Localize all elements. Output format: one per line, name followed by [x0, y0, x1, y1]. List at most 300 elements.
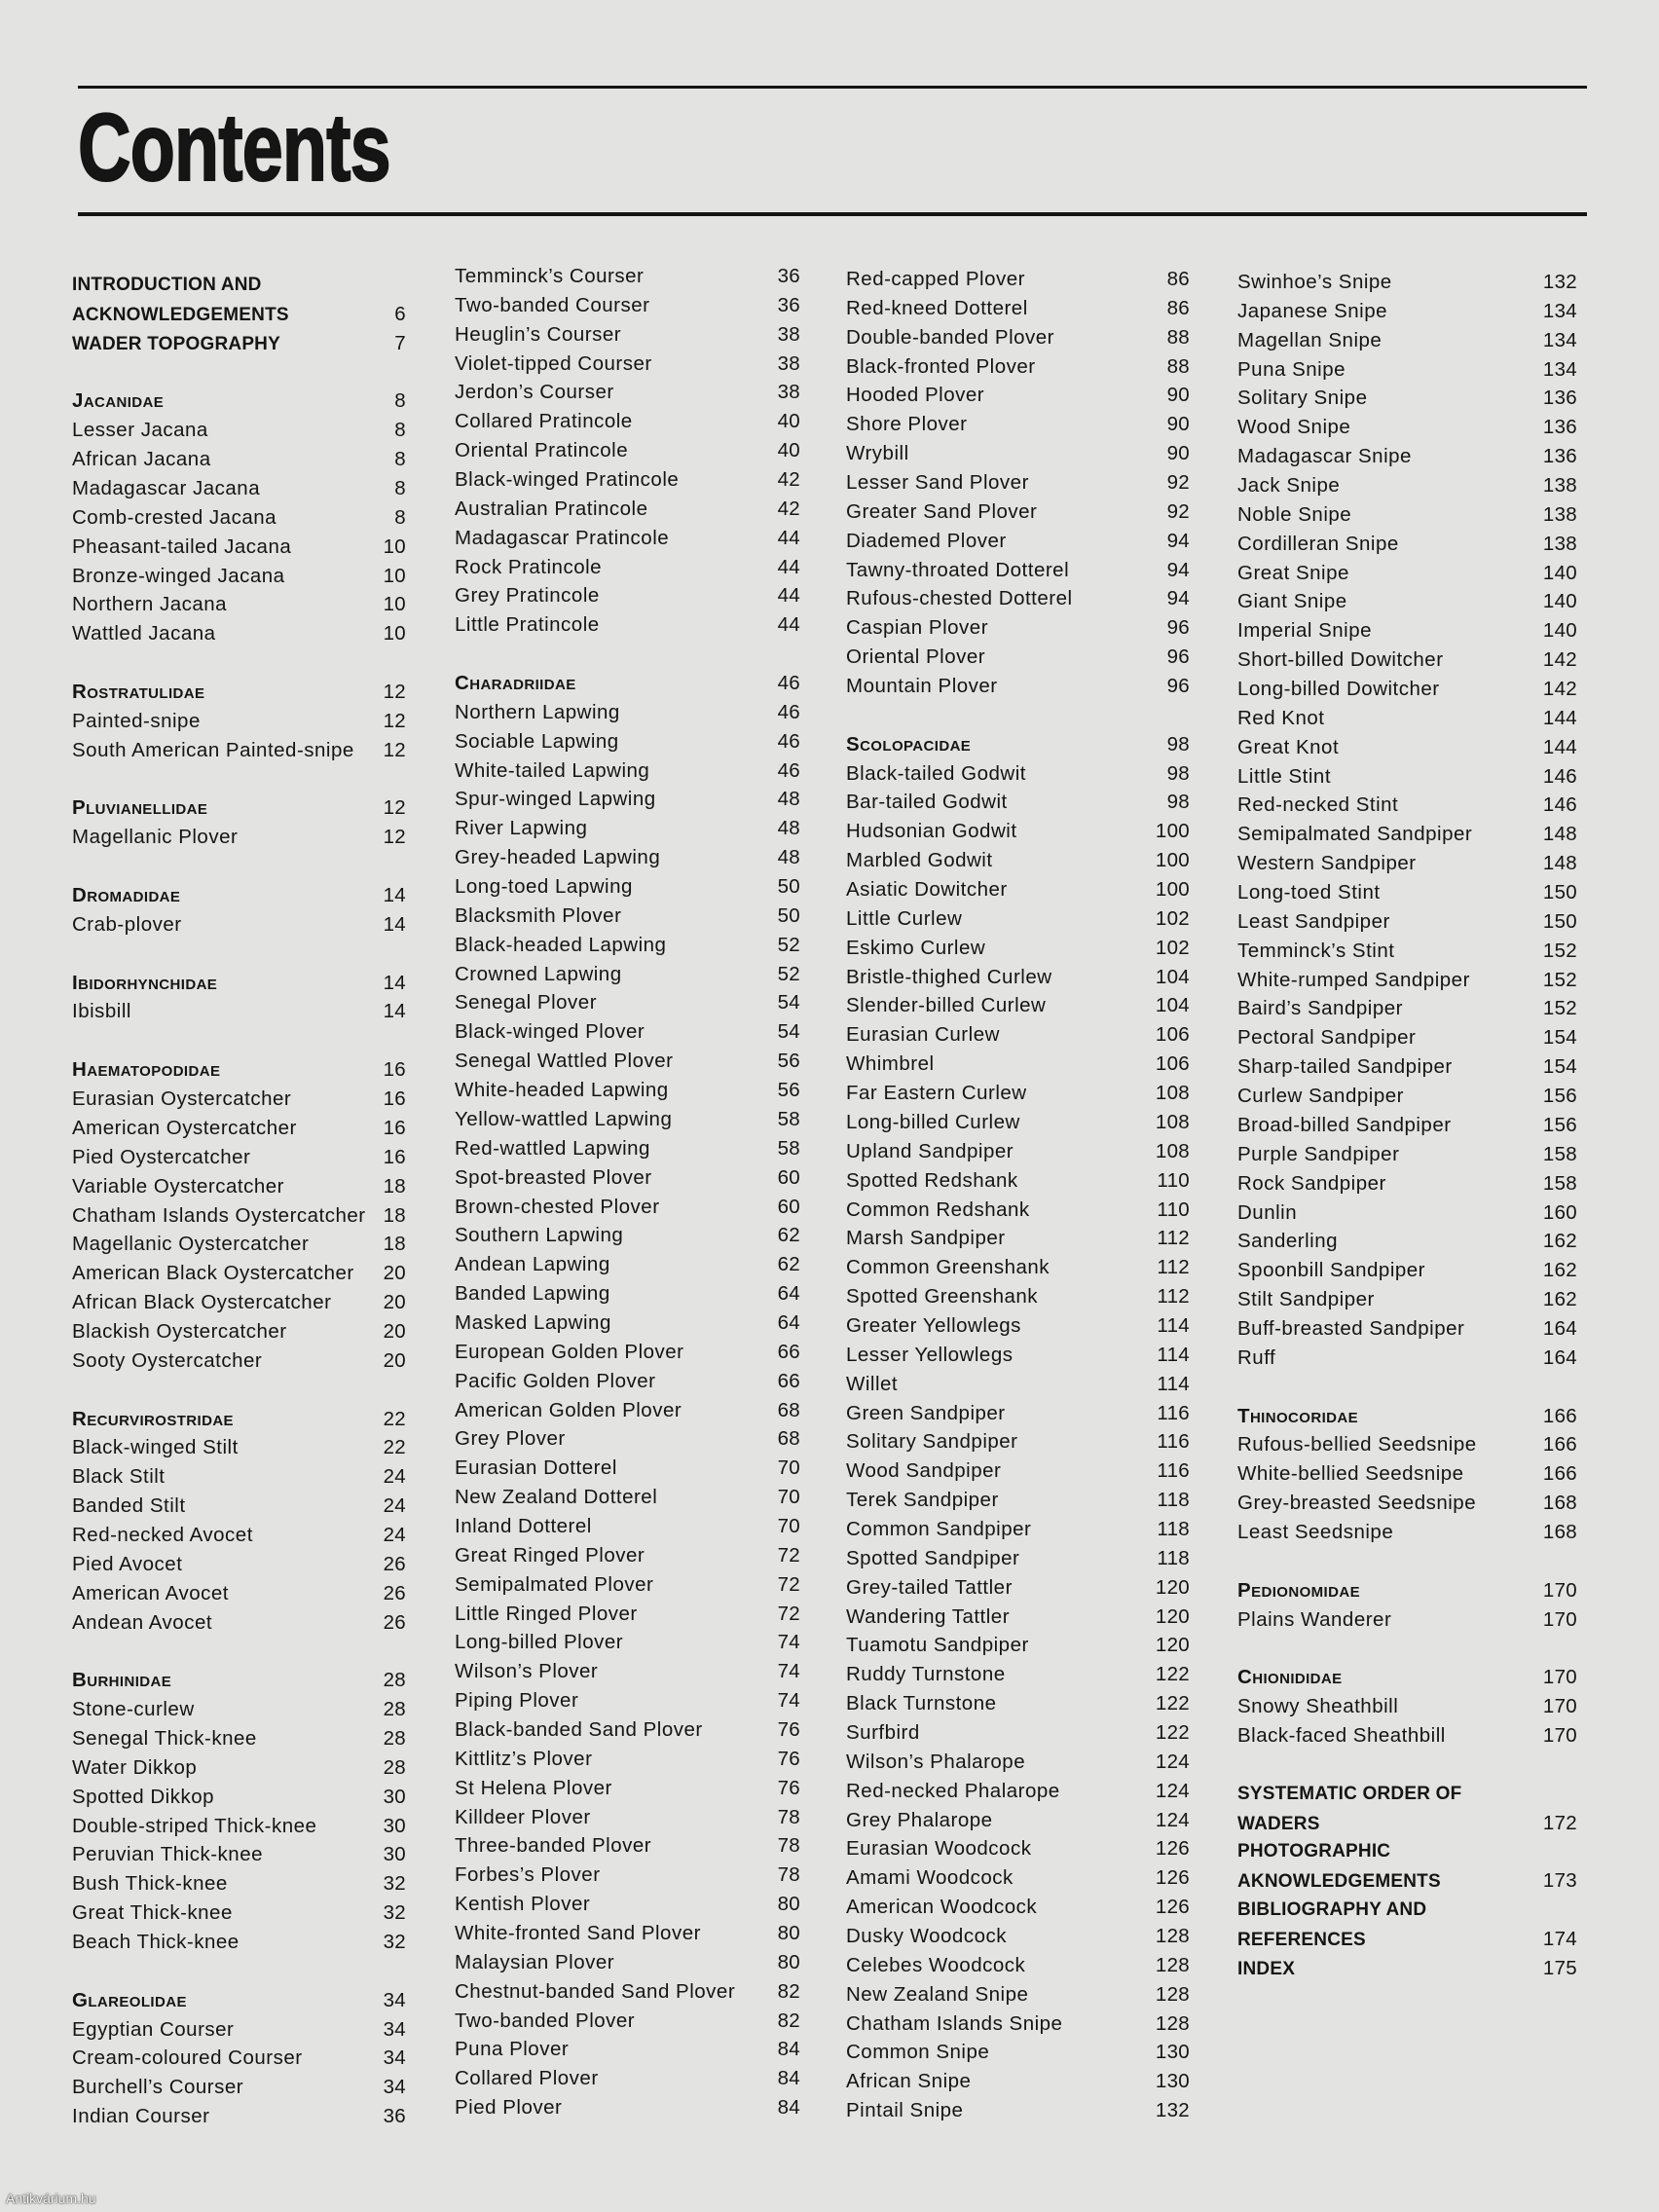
species-entry: [1237, 1721, 1577, 1751]
page-number: 60: [777, 1195, 800, 1218]
species-entry: [1237, 966, 1577, 995]
species-entry: [72, 2073, 406, 2102]
page-number: 74: [777, 1660, 800, 1683]
toc-group: [72, 969, 406, 1027]
entry-title: White-tailed Lapwing: [455, 758, 650, 782]
entry-title: Common Sandpiper: [846, 1517, 1032, 1540]
entry-title: Little Curlew: [846, 906, 963, 930]
species-entry: [846, 1456, 1190, 1486]
entry-title: Red-kneed Dotterel: [846, 296, 1028, 319]
family-heading: [72, 793, 406, 823]
entry-title: Rock Sandpiper: [1237, 1171, 1386, 1195]
species-entry: [455, 931, 800, 960]
page-number: 94: [1166, 558, 1190, 581]
page-number: 150: [1542, 881, 1577, 904]
species-entry: [455, 262, 800, 291]
species-entry: [846, 352, 1190, 382]
entry-title: Eurasian Oystercatcher: [72, 1088, 292, 1111]
section-heading: [72, 300, 406, 329]
species-entry: [1237, 587, 1577, 616]
entry-title: Oriental Pratincole: [455, 439, 629, 462]
species-entry: [455, 291, 800, 320]
species-entry: [455, 1831, 800, 1861]
entry-title: Black-fronted Plover: [846, 354, 1036, 378]
species-entry: [1237, 1169, 1577, 1198]
species-entry: [72, 1724, 406, 1753]
page-number: 120: [1155, 1634, 1190, 1657]
section-heading: [72, 271, 406, 300]
species-entry: [455, 350, 800, 379]
entry-title: Greater Sand Plover: [846, 499, 1038, 523]
entry-title: Banded Lapwing: [455, 1282, 610, 1306]
species-entry: [846, 1427, 1190, 1456]
entry-title: Little Stint: [1237, 764, 1332, 788]
species-entry: [846, 934, 1190, 963]
toc-group: [72, 1405, 406, 1638]
entry-title: Collared Plover: [455, 2067, 599, 2090]
entry-title: Bristle-thighed Curlew: [846, 965, 1052, 988]
entry-title: Madagascar Snipe: [1237, 445, 1412, 468]
species-entry: [72, 910, 406, 940]
page-number: 112: [1157, 1227, 1190, 1250]
page-number: 24: [383, 1523, 406, 1546]
entry-title: White-headed Lapwing: [455, 1079, 669, 1102]
entry-title: Puna Snipe: [1237, 357, 1346, 381]
species-entry: [846, 584, 1190, 613]
entry-title: Black-winged Plover: [455, 1020, 645, 1044]
species-entry: [455, 756, 800, 786]
species-entry: [455, 1512, 800, 1541]
species-entry: [455, 1890, 800, 1919]
page-number: 108: [1155, 1139, 1190, 1162]
page-number: 78: [777, 1834, 800, 1858]
entry-title: Water Dikkop: [72, 1755, 198, 1779]
species-entry: [846, 527, 1190, 556]
page-number: 102: [1155, 906, 1190, 930]
page-number: 84: [777, 2038, 800, 2061]
page-number: 60: [777, 1165, 800, 1189]
entry-title: Long-billed Plover: [455, 1631, 624, 1654]
family-heading: [72, 881, 406, 910]
entry-title: White-bellied Seedsnipe: [1237, 1462, 1464, 1486]
page-number: 170: [1542, 1695, 1577, 1718]
entry-title: African Black Oystercatcher: [72, 1291, 332, 1314]
entry-title: Hooded Plover: [846, 384, 985, 407]
species-entry: [846, 817, 1190, 846]
entry-title: Grey-breasted Seedsnipe: [1237, 1492, 1477, 1515]
page-number: 148: [1542, 823, 1577, 846]
species-entry: [455, 1861, 800, 1890]
page-number: 166: [1542, 1433, 1577, 1456]
page-number: 158: [1542, 1171, 1577, 1195]
entry-title: Crab-plover: [72, 912, 182, 936]
entry-title: Eskimo Curlew: [846, 936, 986, 959]
entry-title: New Zealand Dotterel: [455, 1486, 658, 1509]
species-entry: [846, 759, 1190, 789]
entry-title: PHOTOGRAPHIC: [1237, 1841, 1391, 1862]
species-entry: [846, 1660, 1190, 1689]
entry-title: Caspian Plover: [846, 616, 989, 640]
page-number: 50: [777, 903, 800, 927]
page-number: 152: [1542, 968, 1577, 991]
page-number: 142: [1542, 648, 1577, 672]
page-number: 72: [777, 1602, 800, 1625]
entry-title: Pied Avocet: [72, 1552, 183, 1575]
page-number: 92: [1166, 499, 1190, 523]
page-number: 10: [383, 622, 406, 645]
species-entry: [1237, 1459, 1577, 1489]
page-number: 34: [383, 2076, 406, 2099]
entry-title: THINOCORIDAE: [1237, 1404, 1359, 1427]
toc-group: [72, 678, 406, 765]
entry-title: Buff-breasted Sandpiper: [1237, 1316, 1465, 1340]
page-number: 38: [777, 322, 800, 346]
page-number: 84: [777, 2067, 800, 2090]
entry-title: Tuamotu Sandpiper: [846, 1634, 1029, 1657]
page-number: 144: [1542, 735, 1577, 758]
toc-group: [846, 730, 1190, 2125]
page-number: 136: [1542, 387, 1577, 410]
entry-title: Sanderling: [1237, 1230, 1339, 1253]
species-entry: [455, 1600, 800, 1629]
species-entry: [846, 991, 1190, 1020]
species-entry: [1237, 471, 1577, 500]
page-number: 36: [777, 265, 800, 287]
page-number: 175: [1542, 1956, 1577, 1979]
entry-title: Asiatic Dowitcher: [846, 878, 1008, 902]
entry-title: Senegal Wattled Plover: [455, 1050, 674, 1073]
species-entry: [846, 1050, 1190, 1079]
entry-title: Black-tailed Godwit: [846, 761, 1026, 785]
entry-title: Red-necked Avocet: [72, 1523, 253, 1546]
species-entry: [846, 1748, 1190, 1777]
entry-title: Wattled Jacana: [72, 622, 216, 645]
entry-title: Terek Sandpiper: [846, 1489, 999, 1512]
entry-title: Short-billed Dowitcher: [1237, 648, 1444, 672]
species-entry: [1237, 1605, 1577, 1635]
entry-title: Rufous-bellied Seedsnipe: [1237, 1433, 1477, 1456]
page-number: 70: [777, 1456, 800, 1480]
page-number: 40: [777, 410, 800, 433]
species-entry: [1237, 1111, 1577, 1140]
toc-group: [1237, 1402, 1577, 1547]
species-entry: [846, 410, 1190, 439]
entry-title: Northern Lapwing: [455, 700, 620, 723]
entry-title: BURHINIDAE: [72, 1669, 172, 1692]
species-entry: [1237, 1285, 1577, 1314]
species-entry: [455, 1774, 800, 1803]
toc-group: [72, 1986, 406, 2131]
species-entry: [455, 553, 800, 582]
family-heading: [1237, 1576, 1577, 1605]
species-entry: [846, 1863, 1190, 1893]
page-number: 82: [777, 2009, 800, 2032]
species-entry: [846, 1603, 1190, 1632]
toc-group: [1237, 1780, 1577, 1983]
page-number: 128: [1155, 1953, 1190, 1976]
page-number: 20: [383, 1262, 406, 1285]
species-entry: [846, 1137, 1190, 1166]
entry-title: Diademed Plover: [846, 529, 1007, 552]
toc-group: [1237, 1576, 1577, 1635]
family-heading: [72, 678, 406, 707]
page-number: 26: [383, 1610, 406, 1634]
species-entry: [846, 323, 1190, 352]
page-title: Contents: [78, 93, 390, 201]
page-number: 20: [383, 1291, 406, 1314]
species-entry: [72, 1230, 406, 1259]
page-number: 106: [1155, 1023, 1190, 1047]
entry-title: White-rumped Sandpiper: [1237, 968, 1470, 991]
species-entry: [455, 988, 800, 1017]
entry-title: Yellow-wattled Lapwing: [455, 1107, 673, 1130]
species-entry: [846, 963, 1190, 992]
page-number: 104: [1155, 965, 1190, 988]
species-entry: [455, 1076, 800, 1105]
entry-title: African Jacana: [72, 448, 211, 471]
page-number: 124: [1155, 1779, 1190, 1802]
page-number: 126: [1155, 1896, 1190, 1919]
entry-title: Red-necked Phalarope: [846, 1779, 1060, 1802]
page-number: 10: [383, 593, 406, 616]
species-entry: [846, 1834, 1190, 1863]
page-number: 78: [777, 1805, 800, 1828]
page-number: 26: [383, 1581, 406, 1604]
species-entry: [72, 997, 406, 1026]
page-number: 118: [1157, 1546, 1190, 1569]
page-number: 24: [383, 1494, 406, 1518]
entry-title: Double-striped Thick-knee: [72, 1814, 317, 1837]
entry-title: ROSTRATULIDAE: [72, 681, 205, 704]
species-entry: [72, 1521, 406, 1550]
entry-title: Purple Sandpiper: [1237, 1142, 1400, 1165]
species-entry: [455, 698, 800, 727]
species-entry: [455, 902, 800, 931]
species-entry: [72, 2044, 406, 2073]
species-entry: [72, 1317, 406, 1346]
page-number: 50: [777, 875, 800, 899]
entry-title: Masked Lapwing: [455, 1310, 611, 1334]
entry-title: Dusky Woodcock: [846, 1924, 1007, 1947]
entry-title: Pheasant-tailed Jacana: [72, 535, 292, 558]
species-entry: [455, 1657, 800, 1686]
species-entry: [455, 1483, 800, 1512]
page-number: 170: [1542, 1666, 1577, 1689]
species-entry: [72, 590, 406, 619]
entry-title: Far Eastern Curlew: [846, 1082, 1027, 1105]
species-entry: [1237, 704, 1577, 733]
entry-title: American Avocet: [72, 1581, 229, 1604]
species-entry: [846, 498, 1190, 527]
page-number: 44: [777, 526, 800, 549]
page-number: 12: [383, 796, 406, 820]
page-number: 34: [383, 2017, 406, 2041]
family-heading: [72, 1986, 406, 2015]
entry-title: White-fronted Sand Plover: [455, 1921, 701, 1944]
species-entry: [455, 1715, 800, 1745]
species-entry: [846, 1020, 1190, 1050]
entry-title: Black-faced Sheathbill: [1237, 1723, 1446, 1747]
entry-title: Ruff: [1237, 1346, 1276, 1369]
entry-title: Kittlitz’s Plover: [455, 1747, 593, 1770]
page-number: 92: [1166, 471, 1190, 495]
species-entry: [455, 1948, 800, 1977]
entry-title: Little Ringed Plover: [455, 1602, 638, 1625]
species-entry: [1237, 355, 1577, 385]
section-heading: [1237, 1809, 1577, 1838]
page-number: 100: [1155, 849, 1190, 872]
entry-title: Long-billed Curlew: [846, 1110, 1020, 1133]
species-entry: [72, 1462, 406, 1492]
page-number: 48: [777, 817, 800, 840]
page-number: 34: [383, 1988, 406, 2011]
page-number: 70: [777, 1514, 800, 1537]
page-number: 18: [383, 1174, 406, 1198]
entry-title: Egyptian Courser: [72, 2017, 235, 2041]
entry-title: DROMADIDAE: [72, 884, 181, 907]
entry-title: Magellanic Plover: [72, 826, 239, 849]
species-entry: [72, 1288, 406, 1317]
entry-title: Grey-headed Lapwing: [455, 846, 661, 869]
page-number: 20: [383, 1348, 406, 1372]
entry-title: Brown-chested Plover: [455, 1195, 660, 1218]
entry-title: Ibisbill: [72, 1000, 131, 1023]
species-entry: [455, 1309, 800, 1338]
species-entry: [1237, 1052, 1577, 1082]
page-number: 66: [777, 1369, 800, 1392]
species-entry: [455, 407, 800, 436]
family-heading: [1237, 1663, 1577, 1692]
family-heading: [455, 669, 800, 698]
entry-title: Black-winged Pratincole: [455, 468, 680, 492]
species-entry: [72, 503, 406, 533]
entry-title: Semipalmated Sandpiper: [1237, 823, 1473, 846]
species-entry: [1237, 616, 1577, 645]
species-entry: [455, 581, 800, 610]
page-number: 62: [777, 1253, 800, 1276]
page-number: 34: [383, 2046, 406, 2070]
species-entry: [72, 1608, 406, 1638]
page-number: 156: [1542, 1113, 1577, 1136]
page-number: 24: [383, 1465, 406, 1489]
species-entry: [846, 613, 1190, 643]
species-entry: [455, 320, 800, 350]
page-number: 140: [1542, 561, 1577, 584]
species-entry: [72, 445, 406, 474]
page-number: 78: [777, 1863, 800, 1887]
species-entry: [72, 1346, 406, 1376]
entry-title: Surfbird: [846, 1720, 920, 1744]
page-number: 138: [1542, 502, 1577, 526]
entry-title: Great Ringed Plover: [455, 1543, 645, 1567]
entry-title: Lesser Sand Plover: [846, 471, 1029, 495]
page-number: 66: [777, 1340, 800, 1363]
page-number: 94: [1166, 587, 1190, 610]
page-number: 132: [1155, 2099, 1190, 2122]
species-entry: [1237, 1227, 1577, 1256]
page-number: 146: [1542, 764, 1577, 788]
entry-title: RECURVIROSTRIDAE: [72, 1407, 234, 1430]
entry-title: BIBLIOGRAPHY AND: [1237, 1899, 1427, 1921]
entry-title: Spotted Dikkop: [72, 1785, 215, 1808]
entry-title: Chatham Islands Snipe: [846, 2011, 1063, 2035]
species-entry: [846, 2038, 1190, 2067]
page-number: 82: [777, 1979, 800, 2003]
species-entry: [455, 495, 800, 524]
species-entry: [455, 1047, 800, 1076]
page-number: 62: [777, 1224, 800, 1247]
entry-title: Little Pratincole: [455, 613, 600, 637]
entry-title: WADERS: [1237, 1813, 1320, 1834]
section-heading: [1237, 1954, 1577, 1983]
entry-title: Temminck’s Stint: [1237, 939, 1395, 962]
page-number: 12: [383, 681, 406, 704]
species-entry: [1237, 820, 1577, 849]
entry-title: Heuglin’s Courser: [455, 322, 622, 346]
page-number: 152: [1542, 997, 1577, 1020]
section-heading: [1237, 1780, 1577, 1809]
entry-title: Ruddy Turnstone: [846, 1663, 1006, 1686]
page-number: 90: [1166, 442, 1190, 465]
toc-column: [1237, 268, 1577, 1983]
species-entry: [72, 416, 406, 445]
species-entry: [1237, 268, 1577, 297]
entry-title: Three-banded Plover: [455, 1834, 652, 1858]
entry-title: CHIONIDIDAE: [1237, 1666, 1343, 1689]
page-number: 74: [777, 1631, 800, 1654]
species-entry: [455, 814, 800, 843]
entry-title: Spotted Sandpiper: [846, 1546, 1020, 1569]
species-entry: [846, 1922, 1190, 1951]
species-entry: [1237, 1489, 1577, 1518]
page-number: 86: [1166, 296, 1190, 319]
species-entry: [72, 1695, 406, 1724]
page-number: 48: [777, 788, 800, 811]
entry-title: Killdeer Plover: [455, 1805, 591, 1828]
species-entry: [455, 436, 800, 465]
family-heading: [846, 730, 1190, 759]
entry-title: SYSTEMATIC ORDER OF: [1237, 1783, 1462, 1804]
page-number: 44: [777, 613, 800, 637]
entry-title: Australian Pratincole: [455, 497, 648, 520]
entry-title: New Zealand Snipe: [846, 1982, 1029, 2006]
entry-title: American Woodcock: [846, 1896, 1038, 1919]
section-heading: [72, 329, 406, 358]
species-entry: [846, 1311, 1190, 1341]
page-number: 98: [1166, 732, 1190, 756]
entry-title: Northern Jacana: [72, 593, 228, 616]
species-entry: [1237, 675, 1577, 704]
species-entry: [72, 2102, 406, 2131]
species-entry: [455, 727, 800, 756]
toc-group: [1237, 1663, 1577, 1751]
entry-title: Solitary Sandpiper: [846, 1430, 1018, 1454]
page-number: 134: [1542, 357, 1577, 381]
species-entry: [846, 1515, 1190, 1544]
entry-title: Blackish Oystercatcher: [72, 1319, 287, 1343]
page-number: 116: [1157, 1430, 1190, 1454]
page-number: 14: [383, 884, 406, 907]
page-number: 58: [777, 1107, 800, 1130]
page-number: 116: [1157, 1459, 1190, 1483]
species-entry: [72, 1172, 406, 1201]
entry-title: Solitary Snipe: [1237, 387, 1368, 410]
page-number: 28: [383, 1755, 406, 1779]
entry-title: Black Turnstone: [846, 1692, 997, 1715]
page-number: 130: [1155, 2041, 1190, 2064]
species-entry: [455, 785, 800, 814]
page-number: 154: [1542, 1055, 1577, 1079]
